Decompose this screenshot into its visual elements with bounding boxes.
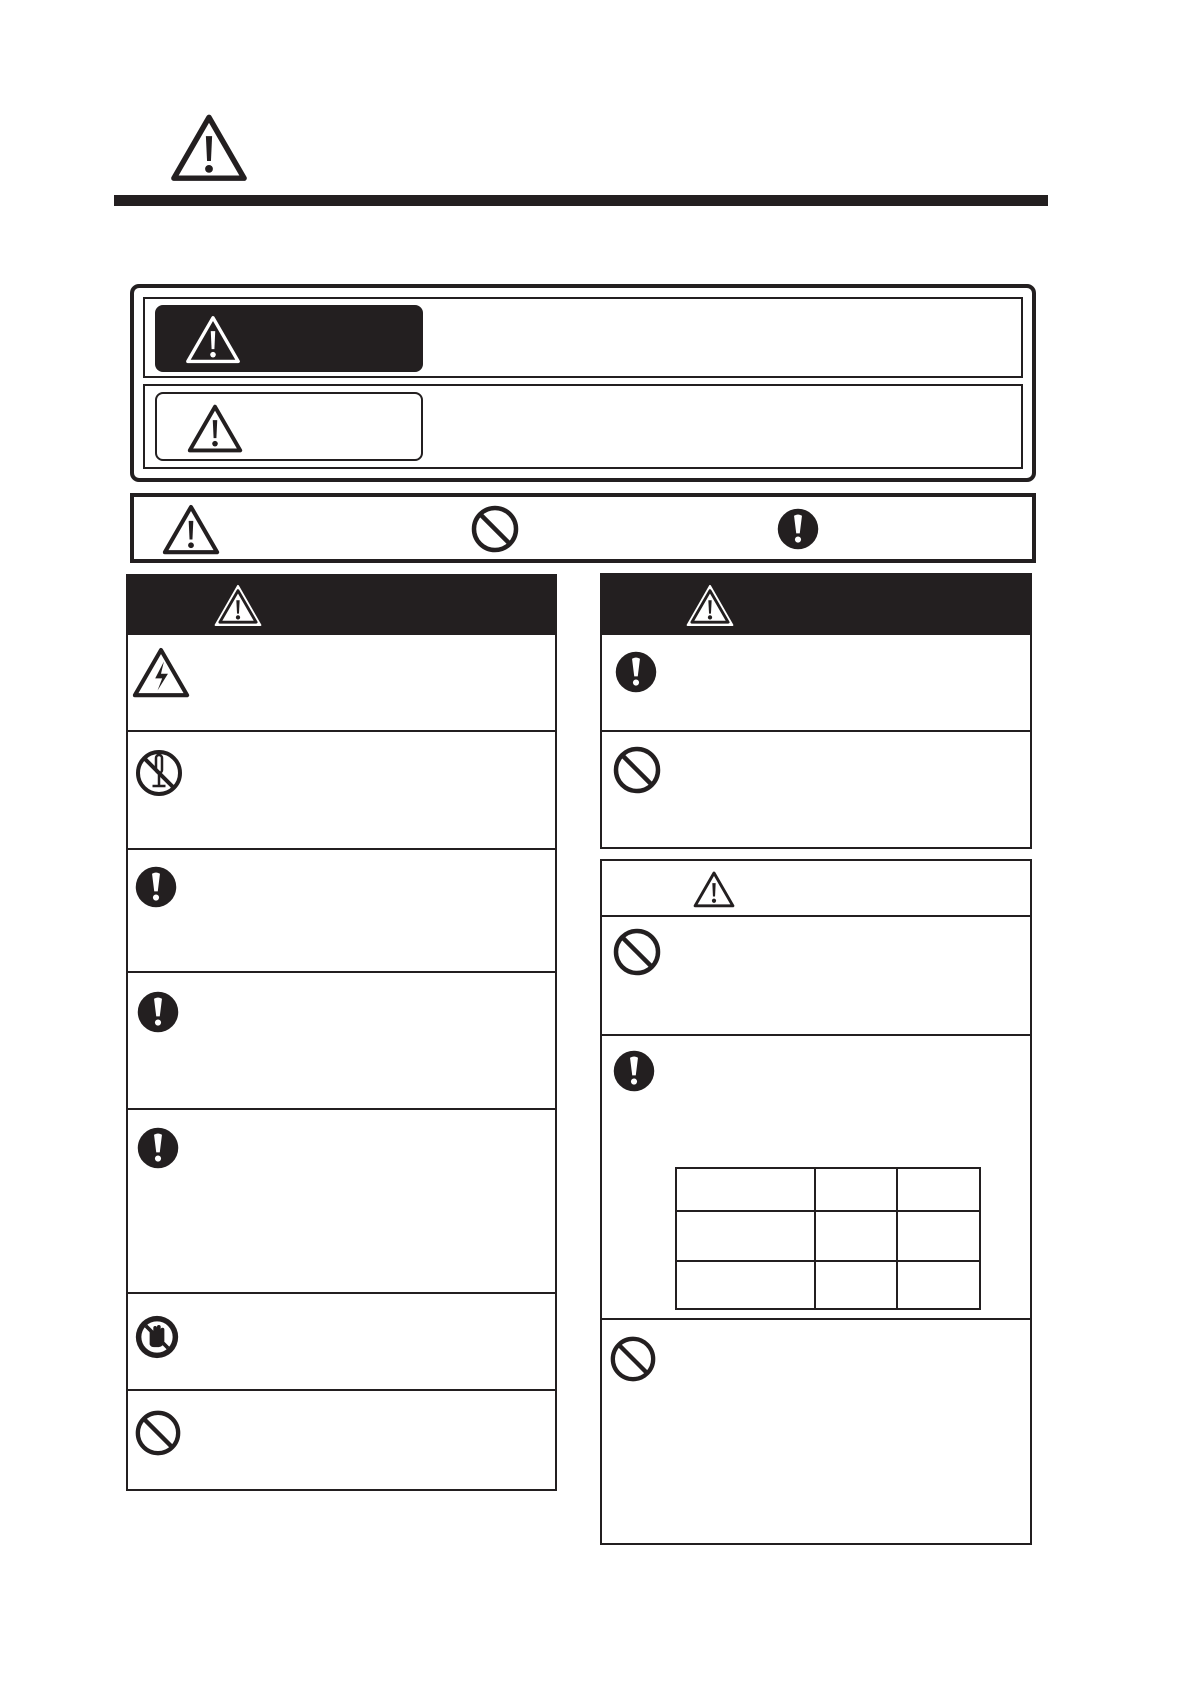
prohibition-icon <box>134 1409 182 1457</box>
warning-triangle-icon <box>170 112 248 182</box>
signal-label-outlined <box>155 392 423 461</box>
warning-triangle-icon <box>187 403 243 453</box>
caution-header <box>602 861 1030 917</box>
mandatory-action-icon <box>614 649 658 695</box>
symbol-legend <box>130 493 1036 563</box>
header-rule <box>114 195 1048 206</box>
table-cell <box>677 1262 816 1310</box>
caution-section <box>600 859 1032 1545</box>
warning-triangle-icon <box>185 314 241 364</box>
prohibition-icon <box>612 927 662 977</box>
mandatory-action-icon <box>136 989 180 1035</box>
warning-item <box>128 633 555 732</box>
warning-item <box>128 732 555 850</box>
table-header-cell <box>898 1169 981 1212</box>
signal-row-1 <box>143 297 1023 378</box>
warning-item <box>128 1391 555 1489</box>
warning-triangle-icon <box>693 870 735 908</box>
distance-table <box>675 1167 981 1310</box>
page-header <box>114 112 1048 208</box>
column-header <box>600 573 1032 635</box>
table-cell <box>898 1262 981 1310</box>
warning-item <box>602 635 1030 732</box>
warning-triangle-icon <box>162 503 220 555</box>
prohibition-icon <box>609 1335 657 1383</box>
prohibition-icon <box>470 504 520 554</box>
mandatory-action-icon <box>776 506 820 552</box>
warning-item <box>602 732 1030 847</box>
prohibition-icon <box>612 745 662 795</box>
do-not-touch-icon <box>134 1314 180 1360</box>
table-cell <box>677 1212 816 1262</box>
table-cell <box>816 1212 898 1262</box>
signal-label-inverted <box>155 305 423 372</box>
mandatory-action-icon <box>134 864 178 910</box>
warning-item <box>128 973 555 1110</box>
caution-item <box>602 1322 1030 1543</box>
warning-triangle-icon <box>686 584 734 626</box>
table-header-cell <box>816 1169 898 1212</box>
mandatory-action-icon <box>136 1125 180 1171</box>
column-header <box>126 574 557 635</box>
caution-item <box>602 917 1030 1036</box>
caution-item <box>602 1036 1030 1320</box>
warning-item <box>128 850 555 973</box>
table-cell <box>816 1262 898 1310</box>
table-cell <box>898 1212 981 1262</box>
do-not-disassemble-icon <box>134 748 184 798</box>
warning-item <box>128 1294 555 1391</box>
right-warning-column <box>600 573 1032 849</box>
mandatory-action-icon <box>612 1048 656 1094</box>
electric-shock-icon <box>132 646 190 698</box>
table-header-cell <box>677 1169 816 1212</box>
warning-item <box>128 1110 555 1294</box>
warning-triangle-icon <box>214 584 262 626</box>
signal-row-2 <box>143 384 1023 469</box>
